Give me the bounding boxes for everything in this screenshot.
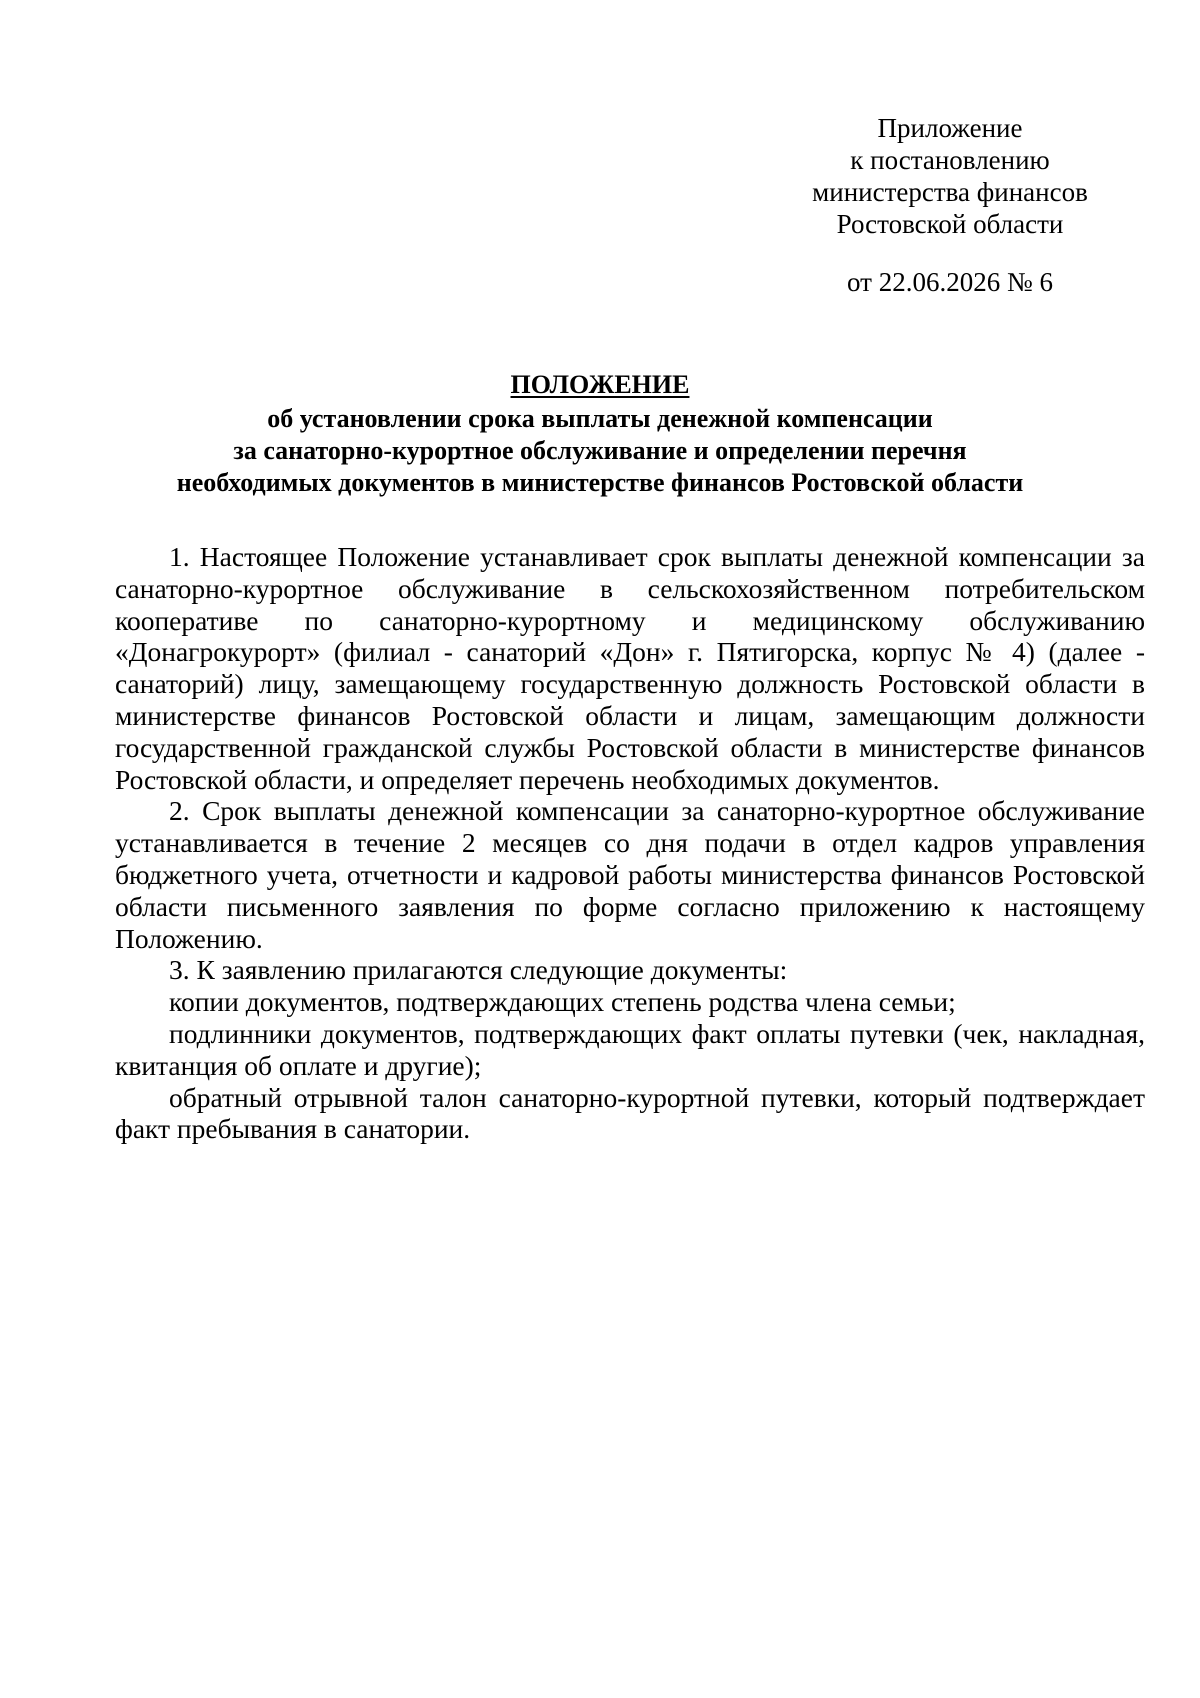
title-line: за санаторно-курортное обслуживание и определении перечня [233,436,967,465]
appendix-line: Ростовской области [836,209,1064,239]
appendix-header [800,112,1100,298]
title-main: ПОЛОЖЕНИЕ [510,370,690,399]
appendix-line: Приложение [877,113,1023,143]
appendix-line: к постановлению [850,145,1050,175]
document-list-item: подлинники документов, подтверждающих факт оплаты путевки (чек, накладная, квитанция об оплате и другие); [115,1017,1145,1081]
document-list-item: обратный отрывной талон санаторно-курортной путевки, который подтверждает факт пребывания в санатории. [115,1081,1145,1145]
document-list-item: копии документов, подтверждающих степень родства члена семьи; [169,986,956,1018]
title-line: об установлении срока выплаты денежной компенсации [267,404,933,433]
title-line: необходимых документов в министерстве финансов Ростовской области [176,468,1024,497]
document-body [115,541,1145,1145]
paragraph-3: 3. К заявлению прилагаются следующие документы: [169,954,788,986]
appendix-line: министерства финансов [812,177,1088,207]
appendix-date: от 22.06.2026 № 6 [847,267,1053,297]
paragraph-2: 2. Срок выплаты денежной компенсации за санаторно-курортное обслуживание устанавливается в течение 2 месяцев со дня подачи в отдел кадров управления бюджетного учета, отчетности и кадровой работы министерства финансов Ростовской области письменного заявления по форме согласно приложению к настоящему Положению. [115,795,1145,954]
paragraph-1: 1. Настоящее Положение устанавливает срок выплаты денежной компенсации за санаторно-курортное обслуживание в сельскохозяйственном потребительском кооперативе по санаторно-курортному и медицинскому обслуживанию «Донагрокурорт» (филиал - санаторий «Дон» г. Пятигорска, корпус № 4) (далее - санаторий) лицу, замещающему государственную должность Ростовской области в министерстве финансов Ростовской области и лицам, замещающим должности государственной гражданской службы Ростовской области в министерстве финансов Ростовской области, и определяет перечень необходимых документов. [115,541,1145,795]
document-title [100,369,1100,499]
